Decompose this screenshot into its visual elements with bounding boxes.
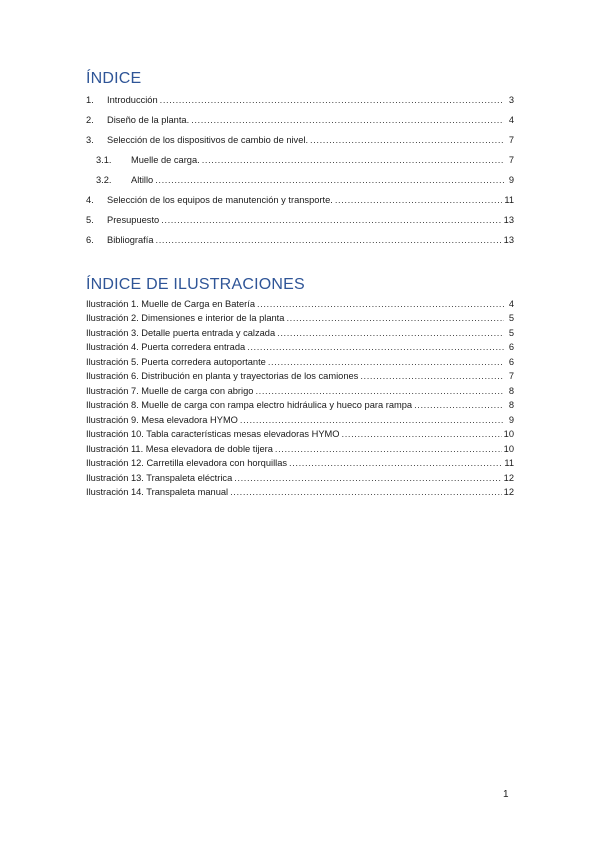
figure-entry-page: 6 — [508, 342, 514, 352]
figure-entry-page: 12 — [503, 487, 514, 497]
figure-entry[interactable] — [86, 368, 514, 382]
figure-entry[interactable] — [86, 426, 514, 440]
figure-entry-page: 5 — [508, 313, 514, 323]
toc-entry[interactable] — [86, 192, 514, 206]
dot-leader — [234, 472, 501, 484]
toc-heading: ÍNDICE — [86, 70, 142, 87]
toc-entry-title: Presupuesto — [107, 215, 160, 225]
figure-entry-page: 8 — [508, 400, 514, 410]
dot-leader — [240, 414, 504, 426]
figure-entry-title: Ilustración 9. Mesa elevadora HYMO — [86, 415, 238, 425]
figures-heading: ÍNDICE DE ILUSTRACIONES — [86, 276, 305, 293]
dot-leader — [277, 327, 504, 339]
toc-subentry[interactable] — [96, 152, 514, 166]
figure-entry-page: 10 — [503, 444, 514, 454]
toc-entry-number: 3. — [86, 135, 94, 145]
figure-entry[interactable] — [86, 310, 514, 324]
figure-entry[interactable] — [86, 470, 514, 484]
toc-entry-page: 11 — [504, 195, 514, 205]
toc-entry-page: 13 — [503, 235, 514, 245]
toc-entry-number: 3.1. — [96, 155, 112, 165]
figure-entry[interactable] — [86, 325, 514, 339]
figure-entry-page: 4 — [508, 299, 514, 309]
figure-entry[interactable] — [86, 441, 514, 455]
figure-entry-page: 10 — [503, 429, 514, 439]
toc-entry-number: 6. — [86, 235, 94, 245]
dot-leader — [155, 174, 504, 186]
figure-entry[interactable] — [86, 354, 514, 368]
dot-leader — [414, 399, 504, 411]
dot-leader — [310, 134, 504, 146]
figure-entry-page: 6 — [508, 357, 514, 367]
dot-leader — [360, 370, 504, 382]
figure-entry[interactable] — [86, 397, 514, 411]
figure-entry-title: Ilustración 13. Transpaleta eléctrica — [86, 473, 233, 483]
figure-entry[interactable] — [86, 412, 514, 426]
toc-entry[interactable] — [86, 232, 514, 246]
figure-entry-title: Ilustración 2. Dimensiones e interior de la planta — [86, 313, 285, 323]
dot-leader — [191, 114, 504, 126]
dot-leader — [289, 457, 502, 469]
figure-entry[interactable] — [86, 455, 514, 469]
dot-leader — [161, 214, 501, 226]
toc-entry-page: 9 — [508, 175, 514, 185]
figure-entry-page: 12 — [503, 473, 514, 483]
dot-leader — [335, 194, 502, 206]
toc-entry[interactable] — [86, 132, 514, 146]
toc-subentry[interactable] — [96, 172, 514, 186]
figure-entry-title: Ilustración 3. Detalle puerta entrada y calzada — [86, 328, 276, 338]
figure-entry-page: 11 — [504, 458, 514, 468]
toc-entry[interactable] — [86, 212, 514, 226]
figure-entry-title: Ilustración 4. Puerta corredera entrada — [86, 342, 246, 352]
toc-entry-title: Diseño de la planta. — [107, 115, 190, 125]
toc-entry-number: 4. — [86, 195, 94, 205]
dot-leader — [268, 356, 504, 368]
toc-entry-number: 3.2. — [96, 175, 112, 185]
page-number: 1 — [503, 789, 509, 800]
figure-entry-title: Ilustración 11. Mesa elevadora de doble tijera — [86, 444, 273, 454]
figure-entry-title: Ilustración 6. Distribución en planta y trayectorias de los camiones — [86, 371, 359, 381]
figure-entry-page: 5 — [508, 328, 514, 338]
toc-entry-number: 1. — [86, 95, 94, 105]
toc-entry-page: 3 — [508, 95, 514, 105]
figure-entry[interactable] — [86, 484, 514, 498]
figure-entry[interactable] — [86, 339, 514, 353]
dot-leader — [275, 443, 502, 455]
dot-leader — [257, 298, 504, 310]
toc-entry[interactable] — [86, 112, 514, 126]
toc-entry-title: Selección de los equipos de manutención y transporte. — [107, 195, 333, 205]
figure-entry[interactable] — [86, 383, 514, 397]
toc-entry-number: 2. — [86, 115, 94, 125]
dot-leader — [156, 234, 502, 246]
dot-leader — [255, 385, 504, 397]
toc-entry-title: Bibliografía — [107, 235, 154, 245]
dot-leader — [286, 312, 504, 324]
dot-leader — [202, 154, 504, 166]
figure-entry[interactable] — [86, 296, 514, 310]
figure-entry-title: Ilustración 8. Muelle de carga con rampa electro hidráulica y hueco para rampa — [86, 400, 413, 410]
toc-entry-page: 13 — [503, 215, 514, 225]
figure-entry-title: Ilustración 12. Carretilla elevadora con horquillas — [86, 458, 288, 468]
figure-entry-page: 8 — [508, 386, 514, 396]
figure-entry-title: Ilustración 14. Transpaleta manual — [86, 487, 229, 497]
toc-entry[interactable] — [86, 92, 514, 106]
dot-leader — [342, 428, 502, 440]
figure-entry-title: Ilustración 1. Muelle de Carga en Batería — [86, 299, 255, 309]
toc-entry-title: Selección de los dispositivos de cambio de nivel. — [107, 135, 309, 145]
figure-entry-page: 7 — [508, 371, 514, 381]
dot-leader — [247, 341, 504, 353]
toc-entry-page: 7 — [508, 155, 514, 165]
figure-entry-page: 9 — [508, 415, 514, 425]
dot-leader — [160, 94, 504, 106]
toc-entry-page: 7 — [508, 135, 514, 145]
figure-entry-title: Ilustración 7. Muelle de carga con abrigo — [86, 386, 254, 396]
toc-entry-title: Introducción — [107, 95, 158, 105]
toc-entry-title: Muelle de carga. — [131, 155, 200, 165]
toc-entry-page: 4 — [508, 115, 514, 125]
figure-entry-title: Ilustración 5. Puerta corredera autoportante — [86, 357, 266, 367]
toc-entry-number: 5. — [86, 215, 94, 225]
dot-leader — [230, 486, 502, 498]
toc-entry-title: Altillo — [131, 175, 154, 185]
figure-entry-title: Ilustración 10. Tabla características mesas elevadoras HYMO — [86, 429, 340, 439]
